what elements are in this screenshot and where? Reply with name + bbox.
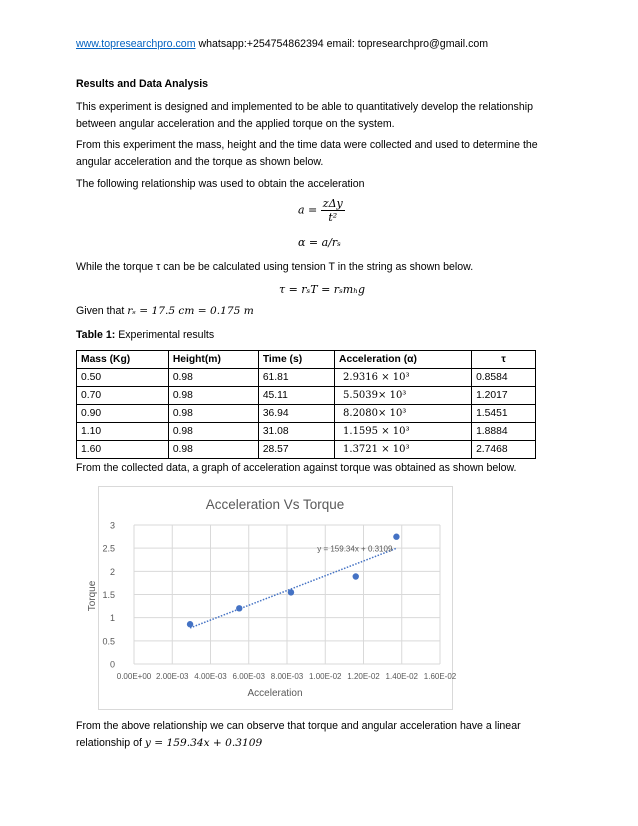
trendline (190, 548, 396, 628)
equation-acceleration (298, 197, 345, 224)
x-axis-label: Acceleration (247, 688, 303, 699)
y-tick-label: 1 (109, 613, 115, 624)
table-cell: 0.8584 (472, 369, 536, 387)
table-cell: 5.5039× 10³ (335, 387, 472, 405)
y-tick-label: 1.5 (102, 590, 115, 600)
data-point (288, 589, 294, 595)
y-tick-label: 2.5 (102, 543, 115, 554)
trendline-label: y = 159.34x + 0.3109 (317, 544, 393, 554)
given-statement (76, 303, 566, 320)
col-height: Height(m) (168, 351, 258, 369)
x-tick-label: 0.00E+00 (116, 672, 152, 681)
data-point (187, 621, 193, 627)
paragraph-graph-intro: From the collected data, a graph of acceleration against torque was obtained as shown below. (76, 462, 517, 474)
table-row (77, 441, 536, 459)
x-tick-label: 8.00E-03 (270, 672, 304, 681)
table-cell: 1.8884 (472, 423, 536, 441)
table-caption-label: Table 1: (76, 329, 116, 341)
results-table (76, 350, 536, 459)
scatter-chart (87, 487, 457, 709)
table-cell: 0.98 (168, 387, 258, 405)
data-point (353, 573, 359, 579)
conclusion-equation: y = 159.34x + 0.3109 (144, 736, 263, 749)
x-tick-label: 6.00E-03 (232, 672, 265, 681)
paragraph-intro: This experiment is designed and implemented to be able to quantitatively develop the relationship between angular acceleration and the applied torque on the system. (76, 101, 533, 130)
given-label: Given that (76, 305, 128, 317)
x-tick-label: 4.00E-03 (194, 672, 227, 681)
table-cell: 2.7468 (472, 441, 536, 459)
y-tick-label: 0.5 (102, 636, 115, 647)
table-cell: 28.57 (258, 441, 334, 459)
table-caption (76, 327, 566, 344)
table-cell: 0.70 (77, 387, 169, 405)
y-tick-label: 0 (109, 659, 115, 670)
table-cell: 45.11 (258, 387, 334, 405)
y-tick-label: 2 (109, 566, 115, 577)
x-tick-label: 1.60E-02 (423, 672, 457, 681)
conclusion-text: From the above relationship we can observe that torque and angular acceleration have a linear relationship of (76, 720, 521, 749)
data-point (393, 534, 399, 540)
equation-torque: τ = rₛT = rₛmₕg (279, 283, 366, 296)
paragraph-relationship: The following relationship was used to obtain the acceleration (76, 178, 365, 190)
chart-title: Acceleration Vs Torque (205, 497, 345, 512)
table-cell: 1.1595 × 10³ (335, 423, 472, 441)
table-row (77, 405, 536, 423)
x-tick-label: 1.20E-02 (347, 672, 380, 681)
page-header (76, 36, 566, 53)
eq1-numerator: zΔy (322, 197, 343, 210)
table-cell: 1.2017 (472, 387, 536, 405)
paragraph-data: From this experiment the mass, height and the time data were collected and used to determine the angular acceleration and the torque as shown below. (76, 139, 538, 168)
x-tick-label: 1.40E-02 (385, 672, 418, 681)
table-cell: 36.94 (258, 405, 334, 423)
col-mass: Mass (Kg) (77, 351, 169, 369)
table-row (77, 423, 536, 441)
section-title: Results and Data Analysis (76, 78, 209, 90)
table-cell: 0.50 (77, 369, 169, 387)
table-cell: 0.98 (168, 441, 258, 459)
contact-info: whatsapp:+254754862394 email: topresearchpro@gmail.com (195, 38, 489, 50)
table-cell: 1.3721 × 10³ (335, 441, 472, 459)
table-cell: 8.2080× 10³ (335, 405, 472, 423)
table-cell: 31.08 (258, 423, 334, 441)
col-acceleration: Acceleration (α) (335, 351, 472, 369)
x-tick-label: 1.00E-02 (309, 672, 342, 681)
paragraph-torque: While the torque τ can be be calculated using tension T in the string as shown below. (76, 261, 474, 273)
eq1-denominator: t² (328, 211, 338, 224)
table-cell: 1.10 (77, 423, 169, 441)
table-row (77, 369, 536, 387)
y-tick-label: 3 (109, 520, 115, 531)
website-link[interactable]: www.topresearchpro.com (76, 38, 196, 50)
table-cell: 0.98 (168, 369, 258, 387)
eq1-fraction (321, 197, 345, 224)
table-cell: 2.9316 × 10³ (335, 369, 472, 387)
table-cell: 1.5451 (472, 405, 536, 423)
given-expression: rₛ = 17.5 cm = 0.175 m (127, 305, 254, 317)
col-torque: τ (472, 351, 536, 369)
table-cell: 0.98 (168, 405, 258, 423)
table-header-row (77, 351, 536, 369)
table-caption-text: Experimental results (115, 329, 215, 341)
table-cell: 61.81 (258, 369, 334, 387)
data-point (236, 605, 242, 611)
y-axis-label: Torque (87, 580, 98, 612)
table-cell: 0.90 (77, 405, 169, 423)
eq1-lhs: a = (298, 203, 318, 217)
paragraph-conclusion (76, 718, 566, 751)
x-tick-label: 2.00E-03 (156, 672, 189, 681)
table-cell: 0.98 (168, 423, 258, 441)
equation-angular-acceleration: α = a/rₛ (298, 236, 341, 249)
table-cell: 1.60 (77, 441, 169, 459)
table-row (77, 387, 536, 405)
chart-container (87, 486, 457, 710)
col-time: Time (s) (258, 351, 334, 369)
